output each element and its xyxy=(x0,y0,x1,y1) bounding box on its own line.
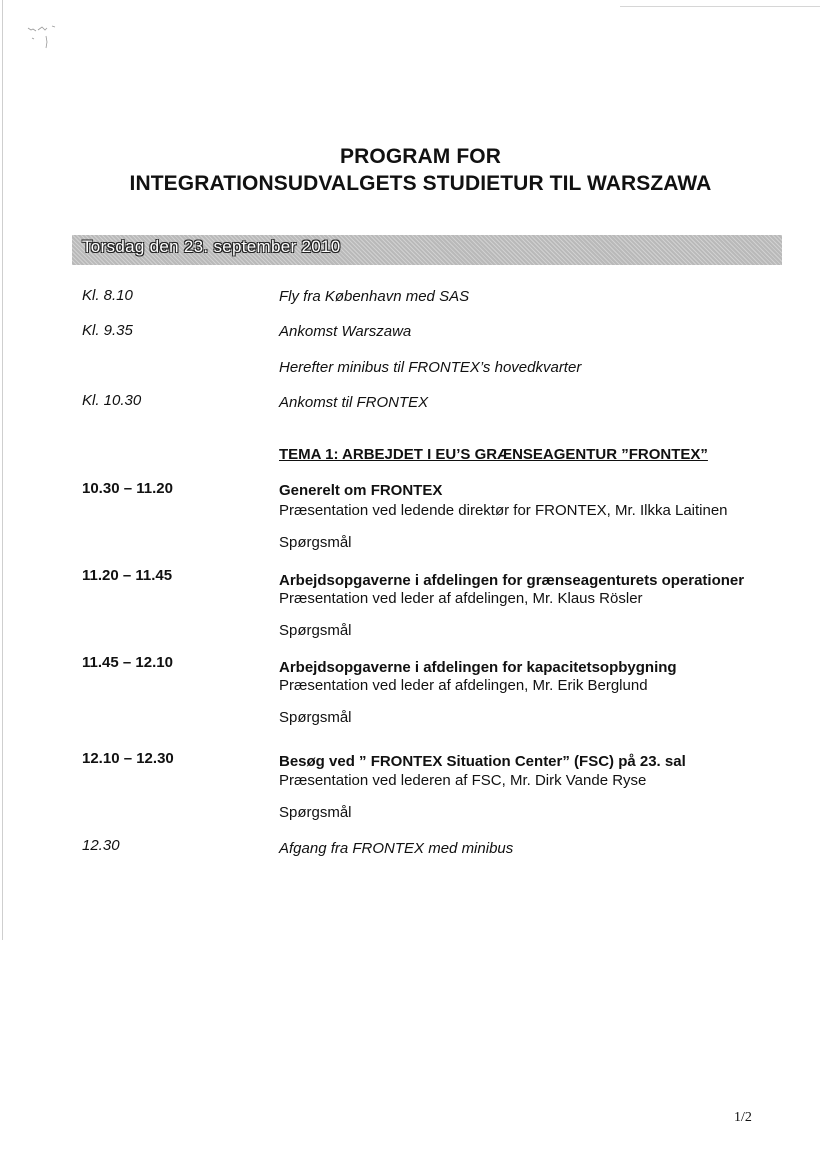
scan-smudge xyxy=(22,18,66,54)
time-label: 11.20 – 11.45 xyxy=(82,567,173,584)
time-label: 11.45 – 12.10 xyxy=(82,654,173,671)
event-text: Ankomst til FRONTEX xyxy=(279,394,429,411)
document-title-line2: INTEGRATIONSUDVALGETS STUDIETUR TIL WARSZAWA xyxy=(129,172,712,195)
session-description: Præsentation ved ledende direktør for FRONTEX, Mr. Ilkka Laitinen xyxy=(279,502,728,519)
time-label: Kl. 10.30 xyxy=(82,392,142,409)
session-description: Præsentation ved lederen af FSC, Mr. Dirk Vande Ryse xyxy=(279,772,647,789)
questions-label: Spørgsmål xyxy=(279,804,352,821)
questions-label: Spørgsmål xyxy=(279,622,352,639)
questions-label: Spørgsmål xyxy=(279,709,352,726)
document-title-line1: PROGRAM FOR xyxy=(340,145,501,168)
session-title: Arbejdsopgaverne i afdelingen for kapacitetsopbygning xyxy=(279,659,677,676)
event-text: Afgang fra FRONTEX med minibus xyxy=(279,840,514,857)
day-header: Torsdag den 23. september 2010 xyxy=(82,237,341,256)
session-title: Generelt om FRONTEX xyxy=(279,482,443,499)
scan-edge xyxy=(2,0,3,940)
time-label: 12.30 xyxy=(82,837,120,854)
time-label: 12.10 – 12.30 xyxy=(82,750,174,767)
scan-edge xyxy=(620,6,820,7)
event-text: Herefter minibus til FRONTEX’s hovedkvarter xyxy=(279,359,582,376)
session-description: Præsentation ved leder af afdelingen, Mr. Erik Berglund xyxy=(279,677,648,694)
event-text: Ankomst Warszawa xyxy=(279,323,412,340)
time-label: 10.30 – 11.20 xyxy=(82,480,173,497)
time-label: Kl. 9.35 xyxy=(82,322,133,339)
event-text: Fly fra København med SAS xyxy=(279,288,470,305)
session-description: Præsentation ved leder af afdelingen, Mr. Klaus Rösler xyxy=(279,590,643,607)
time-label: Kl. 8.10 xyxy=(82,287,133,304)
session-title: Besøg ved ” FRONTEX Situation Center” (FSC) på 23. sal xyxy=(279,753,686,770)
session-title: Arbejdsopgaverne i afdelingen for grænseagenturets operationer xyxy=(279,572,745,589)
questions-label: Spørgsmål xyxy=(279,534,352,551)
page-number: 1/2 xyxy=(734,1110,752,1125)
theme-heading: TEMA 1: ARBEJDET I EU’S GRÆNSEAGENTUR ”FRONTEX” xyxy=(279,446,708,463)
